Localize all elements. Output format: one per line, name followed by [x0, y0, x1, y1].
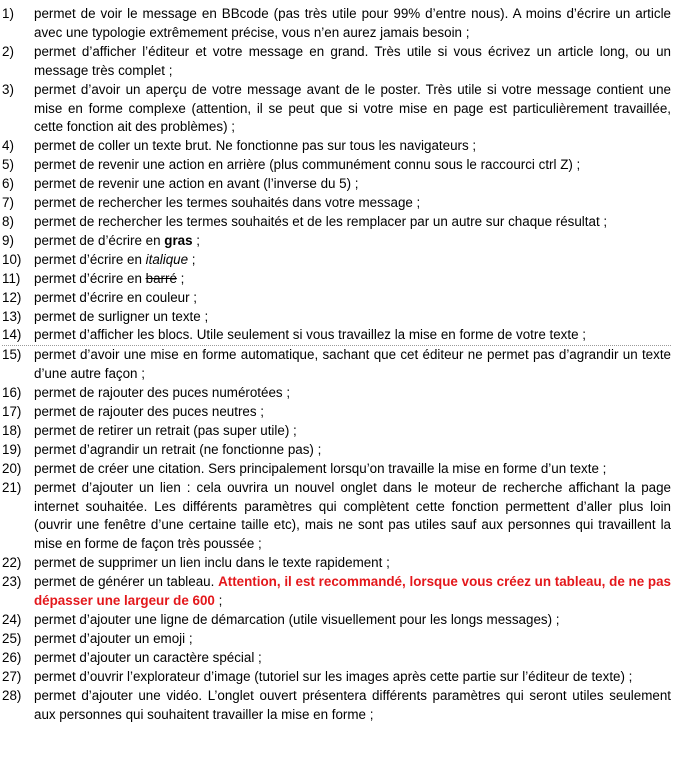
item-text: [34, 5, 671, 43]
text-segment: ;: [188, 251, 196, 267]
italic-example: italique: [145, 251, 189, 267]
list-item: [2, 384, 671, 403]
text-segment: permet de retirer un retrait (pas super utile) ;: [34, 422, 297, 438]
item-number: 6): [2, 176, 14, 192]
item-text: [34, 573, 671, 611]
list-item: [2, 668, 671, 687]
item-number: 17): [2, 404, 22, 420]
item-number: 12): [2, 289, 22, 305]
item-text: [34, 270, 671, 289]
item-text: [34, 687, 671, 725]
item-number: 20): [2, 460, 22, 476]
text-segment: permet d’avoir une mise en forme automatique, sachant que cet éditeur ne permet pas d’agrandir un texte d’une autre façon ;: [34, 347, 671, 382]
text-segment: permet d’écrire en: [34, 251, 146, 267]
list-item: [2, 270, 671, 289]
text-segment: permet d’afficher les blocs. Utile seulement si vous travaillez la mise en forme de votre texte ;: [34, 327, 586, 343]
item-text: [34, 213, 671, 232]
list-item: [2, 441, 671, 460]
item-number: 25): [2, 630, 22, 646]
item-number: 11): [2, 270, 21, 286]
item-text: [34, 43, 671, 81]
list-item: [2, 81, 671, 138]
item-number: 26): [2, 649, 22, 665]
text-segment: permet d’ajouter un emoji ;: [34, 630, 193, 646]
list-item: [2, 308, 671, 327]
item-number: 23): [2, 574, 22, 590]
item-text: [34, 194, 671, 213]
list-item: [2, 326, 671, 345]
item-number: 24): [2, 612, 22, 627]
item-number: 21): [2, 479, 22, 495]
item-number: 27): [2, 668, 22, 684]
list-item: [2, 573, 671, 611]
text-segment: permet d’écrire en: [34, 270, 146, 286]
list-item: [2, 403, 671, 422]
item-text: [34, 460, 671, 479]
text-segment: permet de revenir une action en avant (l’inverse du 5) ;: [34, 176, 359, 192]
item-text: [34, 630, 671, 649]
item-text: [34, 251, 671, 270]
list-item: [2, 460, 671, 479]
item-text: [34, 611, 671, 630]
list-item: [2, 611, 671, 630]
item-number: 1): [2, 6, 14, 21]
item-number: 10): [2, 251, 22, 267]
text-segment: permet de générer un tableau.: [34, 574, 219, 590]
list-item: [2, 345, 671, 384]
strikethrough-example: barré: [145, 270, 177, 286]
list-item: [2, 137, 671, 156]
item-text: [34, 137, 671, 156]
list-item: [2, 213, 671, 232]
text-segment: permet d’ajouter une vidéo. L’onglet ouvert présentera différents paramètres qui seront utiles seulement aux personnes qui souhaitent travailler la mise en forme ;: [34, 687, 671, 722]
warning-text: Attention, il est recommandé, lorsque vous créez un tableau, de ne pas dépasser une largeur de 600: [34, 574, 671, 609]
text-segment: permet de coller un texte brut. Ne fonctionne pas sur tous les navigateurs ;: [34, 138, 477, 154]
item-text: [34, 554, 671, 573]
text-segment: permet de d’écrire en: [34, 232, 165, 248]
item-number: 18): [2, 422, 22, 438]
text-segment: permet de créer une citation. Sers principalement lorsqu’on travaille la mise en forme d’un texte ;: [34, 460, 607, 476]
item-text: [34, 81, 671, 138]
item-number: 8): [2, 213, 14, 229]
text-segment: ;: [176, 270, 185, 286]
text-segment: ;: [192, 232, 201, 248]
text-segment: permet de rajouter des puces neutres ;: [34, 404, 265, 420]
list-item: [2, 43, 671, 81]
item-text: [34, 289, 671, 308]
item-number: 13): [2, 308, 22, 324]
item-number: 9): [2, 232, 14, 248]
item-text: [34, 422, 671, 441]
item-text: [34, 668, 671, 687]
item-number: 16): [2, 385, 22, 401]
text-segment: permet d’ouvrir l’explorateur d’image (tutoriel sur les images après cette partie sur l’éditeur de texte) ;: [34, 668, 633, 684]
item-number: 19): [2, 441, 22, 457]
item-text: [34, 346, 671, 384]
text-segment: permet de rechercher les termes souhaités dans votre message ;: [34, 195, 421, 211]
item-text: [34, 403, 671, 422]
list-item: [2, 630, 671, 649]
text-segment: permet de revenir une action en arrière (plus communément connu sous le raccourci ctrl Z) ;: [34, 157, 581, 173]
text-segment: permet d’ajouter un caractère spécial ;: [34, 649, 262, 665]
list-item: [2, 422, 671, 441]
item-number: 2): [2, 43, 14, 59]
item-text: [34, 326, 671, 345]
list-item: [2, 232, 671, 251]
text-segment: permet d’afficher l’éditeur et votre message en grand. Très utile si vous écrivez un article long, ou un message très complet ;: [34, 43, 671, 78]
item-number: 14): [2, 327, 22, 343]
item-text: [34, 156, 671, 175]
item-number: 3): [2, 81, 14, 97]
item-number: 15): [2, 347, 22, 363]
item-text: [34, 649, 671, 668]
list-item: [2, 479, 671, 555]
item-text: [34, 441, 671, 460]
item-number: 22): [2, 555, 22, 571]
list-item: [2, 194, 671, 213]
text-segment: permet de supprimer un lien inclu dans le texte rapidement ;: [34, 555, 390, 571]
list-item: [2, 175, 671, 194]
item-number: 7): [2, 195, 14, 211]
list-item: [2, 156, 671, 175]
text-segment: ;: [214, 593, 223, 609]
text-segment: permet d’agrandir un retrait (ne fonctionne pas) ;: [34, 441, 322, 457]
list-item: [2, 554, 671, 573]
list-item: [2, 5, 671, 43]
text-segment: permet d’écrire en couleur ;: [34, 289, 197, 305]
list-item: [2, 649, 671, 668]
item-text: [34, 384, 671, 403]
bold-example: gras: [164, 232, 193, 248]
item-text: [34, 175, 671, 194]
text-segment: permet de voir le message en BBcode (pas très utile pour 99% d’entre nous). A moins d’écrire un article avec une typologie extrêmement précise, vous n’en aurez jamais besoin ;: [34, 6, 671, 40]
text-segment: permet d’ajouter une ligne de démarcation (utile visuellement pour les longs messages) ;: [34, 612, 560, 627]
list-item: [2, 289, 671, 308]
item-number: 5): [2, 157, 14, 173]
list-item: [2, 251, 671, 270]
item-text: [34, 308, 671, 327]
item-number: 28): [2, 687, 22, 703]
item-text: [34, 232, 671, 251]
item-text: [34, 479, 671, 555]
text-segment: permet de rechercher les termes souhaités et de les remplacer par un autre sur chaque résultat ;: [34, 213, 608, 229]
item-number: 4): [2, 138, 14, 154]
numbered-list: [2, 5, 671, 724]
text-segment: permet de rajouter des puces numérotées ;: [34, 385, 291, 401]
list-item: [2, 687, 671, 725]
text-segment: permet d’avoir un aperçu de votre message avant de le poster. Très utile si votre message contient une mise en forme complexe (attention, il se peut que si votre mise en page est particulièrement travaillée, cette fonction ait des problèmes) ;: [34, 81, 671, 135]
text-segment: permet d’ajouter un lien : cela ouvrira un nouvel onglet dans le moteur de recherche affichant la page internet souhaitée. Les différents paramètres qui complètent cette fonction permettent d’aller plus loin (ouvrir une fenêtre d’une certaine taille etc), mais ne sont pas utiles sauf aux personnes qui travaillent la mise en forme de façon très poussée ;: [34, 479, 671, 552]
text-segment: permet de surligner un texte ;: [34, 308, 209, 324]
